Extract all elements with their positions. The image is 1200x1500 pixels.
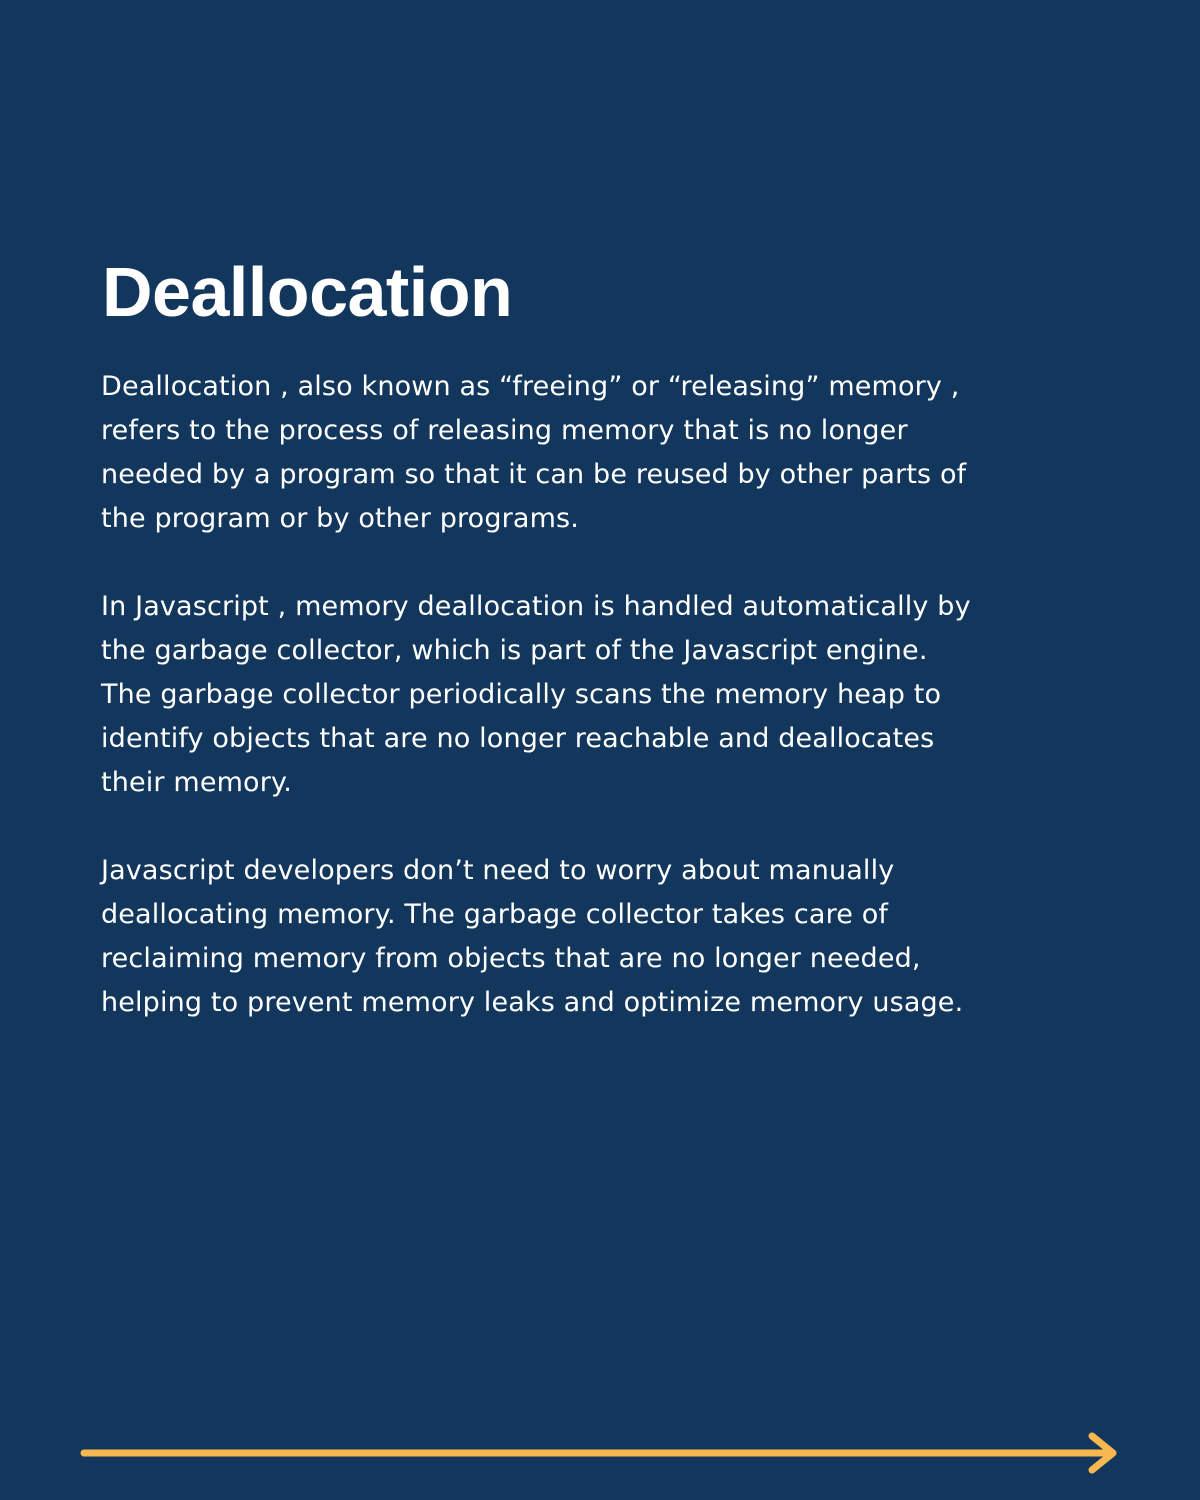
paragraph-line: refers to the process of releasing memory that is no longer <box>101 415 908 446</box>
paragraph-line: In Javascript , memory deallocation is handled automatically by <box>101 591 971 622</box>
paragraph-line: the program or by other programs. <box>101 503 579 534</box>
paragraph-line: their memory. <box>101 767 292 798</box>
paragraph-javascript-gc <box>101 585 1111 805</box>
paragraph-line: helping to prevent memory leaks and optimize memory usage. <box>101 987 964 1018</box>
paragraph-line: reclaiming memory from objects that are no longer needed, <box>101 943 921 974</box>
paragraph-line: Javascript developers don’t need to worry about manually <box>101 855 895 886</box>
paragraph-line: identify objects that are no longer reachable and deallocates <box>101 723 935 754</box>
paragraph-line: the garbage collector, which is part of the Javascript engine. <box>101 635 928 666</box>
paragraph-line: Deallocation , also known as “freeing” or “releasing” memory , <box>101 371 960 402</box>
paragraph-definition <box>101 365 1111 541</box>
arrow-right-icon[interactable] <box>78 1430 1124 1476</box>
page-title: Deallocation <box>102 253 513 331</box>
paragraph-line: The garbage collector periodically scans the memory heap to <box>101 679 942 710</box>
content-body <box>101 365 1111 1069</box>
paragraph-developer-note <box>101 849 1111 1025</box>
paragraph-line: deallocating memory. The garbage collector takes care of <box>101 899 889 930</box>
paragraph-line: needed by a program so that it can be reused by other parts of <box>101 459 967 490</box>
